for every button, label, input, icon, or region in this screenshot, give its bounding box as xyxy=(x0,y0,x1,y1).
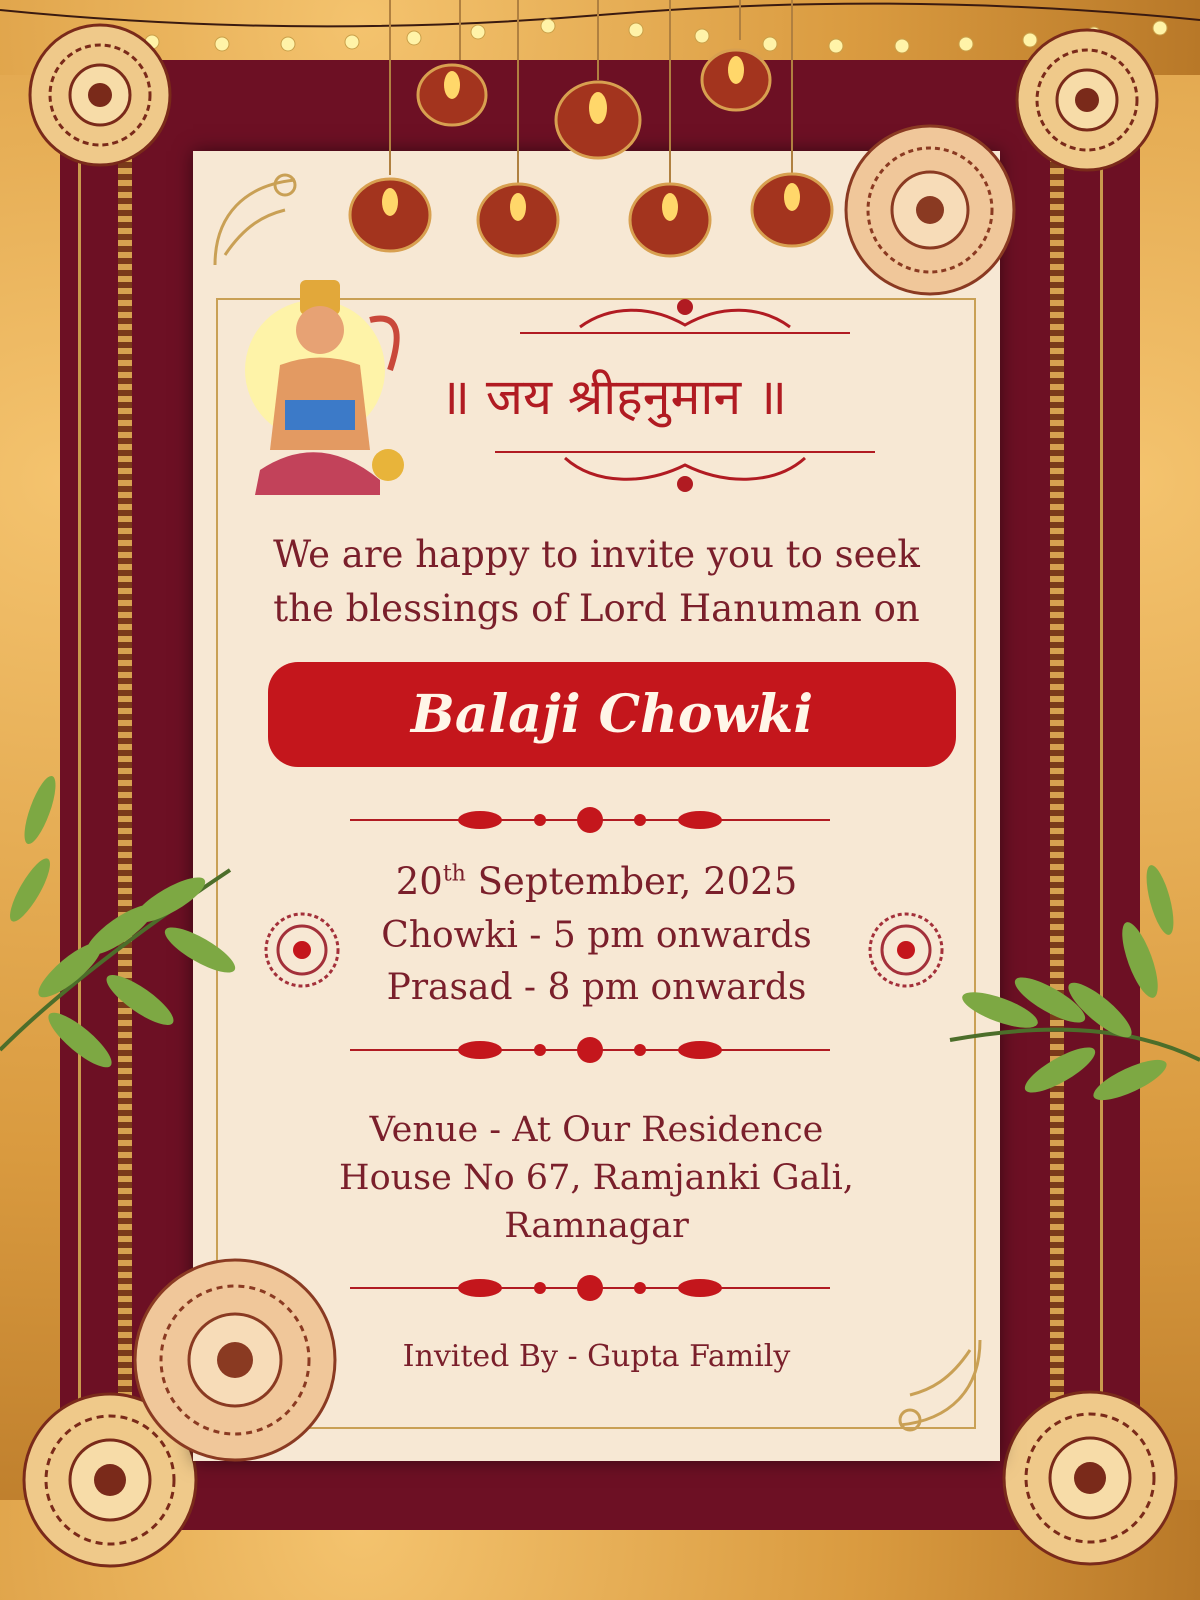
venue-line-1: Venue - At Our Residence xyxy=(369,1110,824,1150)
hindi-title: ॥ जय श्रीहनुमान ॥ xyxy=(440,368,787,426)
lord-hanuman-illustration xyxy=(240,280,420,505)
leaves-right xyxy=(940,840,1200,1140)
chowki-time: Chowki - 5 pm onwards xyxy=(381,915,812,956)
invitation-line-1: We are happy to invite you to seek xyxy=(273,533,920,576)
hanging-lamps xyxy=(340,0,860,290)
date-day: 20 xyxy=(395,860,443,903)
date-suffix: th xyxy=(442,861,466,887)
event-name-banner xyxy=(268,662,956,767)
mandala-card-top-right xyxy=(840,120,1020,300)
venue-line-3: Ramnagar xyxy=(504,1206,689,1246)
invitation-message xyxy=(193,528,1000,636)
title-ornament-bottom xyxy=(495,440,875,495)
venue-line-2: House No 67, Ramjanki Gali, xyxy=(339,1158,854,1198)
mandala-top-left xyxy=(25,20,175,170)
venue-block xyxy=(193,1106,1000,1250)
flourish-top-left xyxy=(205,165,315,275)
event-date xyxy=(193,858,1000,906)
invitation-line-2: the blessings of Lord Hanuman on xyxy=(273,587,920,630)
prasad-time: Prasad - 8 pm onwards xyxy=(386,967,807,1008)
invited-by: Invited By - Gupta Family xyxy=(402,1339,791,1374)
frame-gold-line-right xyxy=(1100,120,1103,1480)
mandala-top-right xyxy=(1012,25,1162,175)
title-ornament-top xyxy=(520,295,850,345)
date-rest: September, 2025 xyxy=(465,860,798,903)
divider-1 xyxy=(350,800,830,840)
divider-3 xyxy=(350,1268,830,1308)
frame-bead-border-right xyxy=(1050,120,1064,1480)
divider-2 xyxy=(350,1030,830,1070)
mandala-bottom-right xyxy=(1000,1388,1180,1568)
leaves-left xyxy=(0,770,240,1100)
event-name: Balaji Chowki xyxy=(410,684,814,745)
